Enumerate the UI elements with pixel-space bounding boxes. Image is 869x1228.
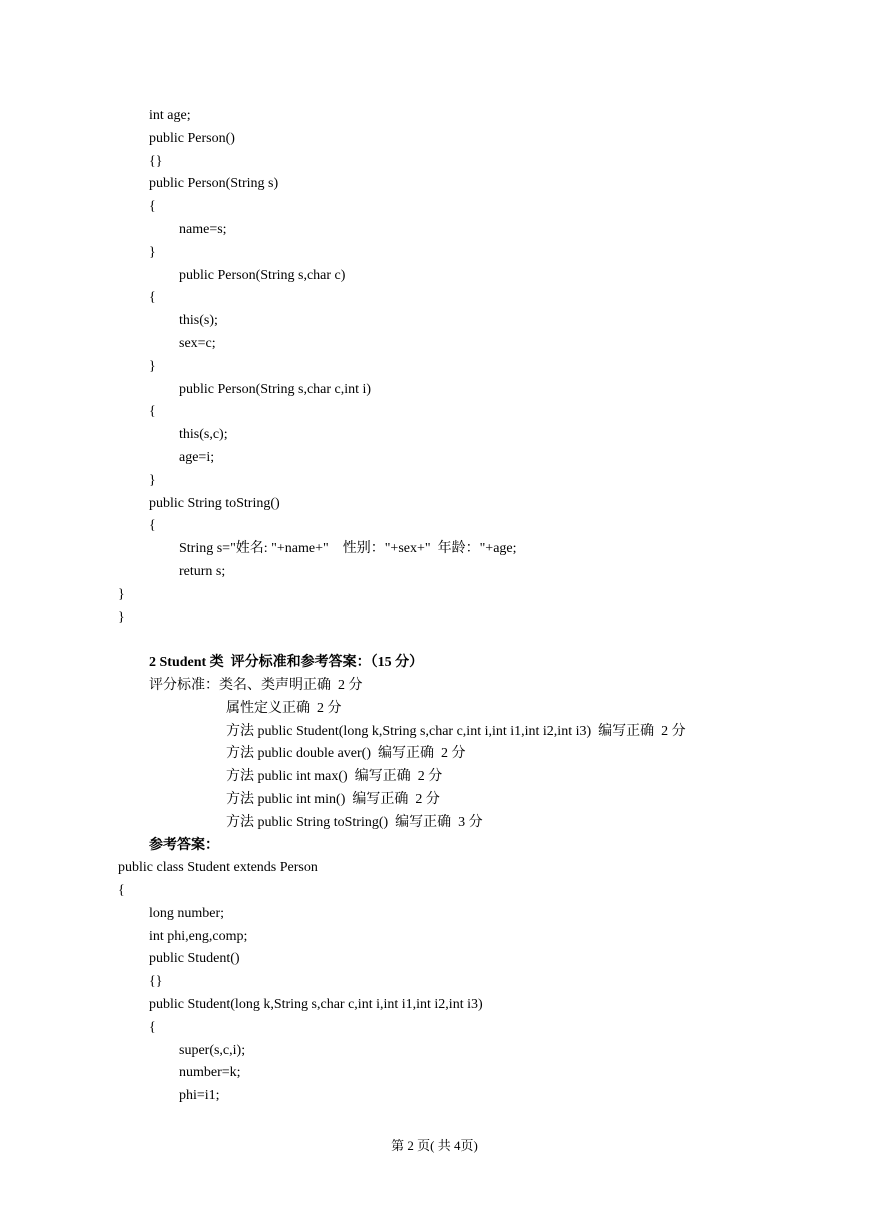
code-line (0, 173, 869, 196)
code-line (0, 857, 869, 880)
criteria-line (0, 698, 869, 721)
code-text: { (149, 199, 156, 215)
code-line (0, 379, 869, 402)
code-line (0, 971, 869, 994)
blank-line (0, 629, 869, 652)
code-line (0, 538, 869, 561)
criteria-line (0, 721, 869, 744)
code-text: public Person() (149, 130, 235, 146)
code-line (0, 1085, 869, 1108)
code-text: public Person(String s,char c) (179, 267, 346, 283)
code-text: int phi,eng,comp; (149, 928, 248, 944)
code-text: public Student() (149, 951, 240, 967)
criteria-item: 方法 public int min() 编写正确 2 分 (226, 791, 440, 807)
code-line (0, 903, 869, 926)
code-text: { (149, 1019, 156, 1035)
code-line (0, 1017, 869, 1040)
code-text: } (118, 586, 125, 602)
code-text: } (118, 609, 125, 625)
code-text: this(s); (179, 313, 218, 329)
code-line (0, 151, 869, 174)
code-text: name=s; (179, 221, 227, 237)
code-line (0, 948, 869, 971)
code-line (0, 356, 869, 379)
code-line (0, 561, 869, 584)
document-page (0, 105, 869, 1108)
code-text: { (149, 290, 156, 306)
criteria-item: 属性定义正确 2 分 (226, 700, 342, 716)
code-line (0, 447, 869, 470)
code-line (0, 401, 869, 424)
code-line (0, 424, 869, 447)
code-line (0, 994, 869, 1017)
code-text: } (149, 472, 156, 488)
page-footer: 第 2 页( 共 4页) (391, 1138, 478, 1153)
answer-label: 参考答案： (149, 837, 219, 853)
code-line (0, 333, 869, 356)
code-line (0, 287, 869, 310)
code-text: {} (149, 974, 163, 990)
code-line (0, 196, 869, 219)
section-heading: 2 Student 类 评分标准和参考答案：（15 分） (149, 655, 424, 671)
code-text: String s="姓名: "+name+" 性别："+sex+" 年龄："+age; (179, 541, 517, 557)
code-line (0, 1040, 869, 1063)
criteria-line (0, 743, 869, 766)
criteria-item: 方法 public int max() 编写正确 2 分 (226, 769, 443, 785)
code-text: age=i; (179, 449, 215, 465)
code-text: public String toString() (149, 495, 280, 511)
code-line (0, 515, 869, 538)
criteria-line (0, 812, 869, 835)
criteria-line (0, 789, 869, 812)
code-text: phi=i1; (179, 1088, 220, 1104)
code-line (0, 470, 869, 493)
code-line (0, 242, 869, 265)
code-line (0, 128, 869, 151)
code-line (0, 584, 869, 607)
code-text: number=k; (179, 1065, 241, 1081)
code-line (0, 493, 869, 516)
answer-label-line (0, 835, 869, 858)
code-text: { (149, 404, 156, 420)
code-text: return s; (179, 563, 226, 579)
code-text: sex=c; (179, 335, 216, 351)
code-line (0, 310, 869, 333)
code-text: public Person(String s) (149, 176, 279, 192)
code-text: } (149, 244, 156, 260)
code-text: long number; (149, 905, 225, 921)
code-text: super(s,c,i); (179, 1042, 246, 1058)
criteria-line (0, 675, 869, 698)
code-text: this(s,c); (179, 427, 228, 443)
code-text: } (149, 358, 156, 374)
code-text: int age; (149, 108, 191, 123)
code-text: { (118, 883, 125, 899)
criteria-item: 方法 public double aver() 编写正确 2 分 (226, 746, 466, 762)
code-text: public class Student extends Person (118, 860, 318, 876)
criteria-item: 方法 public Student(long k,String s,char c,int i,int i1,int i2,int i3) 编写正确 2 分 (226, 723, 686, 739)
criteria-item: 方法 public String toString() 编写正确 3 分 (226, 814, 483, 830)
code-line (0, 265, 869, 288)
code-line (0, 219, 869, 242)
code-text: public Person(String s,char c,int i) (179, 381, 372, 397)
code-line (0, 1062, 869, 1085)
criteria-label: 评分标准：类名、类声明正确 2 分 (149, 677, 363, 693)
code-text: {} (149, 153, 163, 169)
section-heading-line (0, 652, 869, 675)
code-line (0, 880, 869, 903)
criteria-line (0, 766, 869, 789)
code-line (0, 607, 869, 630)
code-line (0, 926, 869, 949)
code-line (0, 105, 869, 128)
code-text: { (149, 518, 156, 534)
code-text: public Student(long k,String s,char c,int i,int i1,int i2,int i3) (149, 997, 483, 1013)
